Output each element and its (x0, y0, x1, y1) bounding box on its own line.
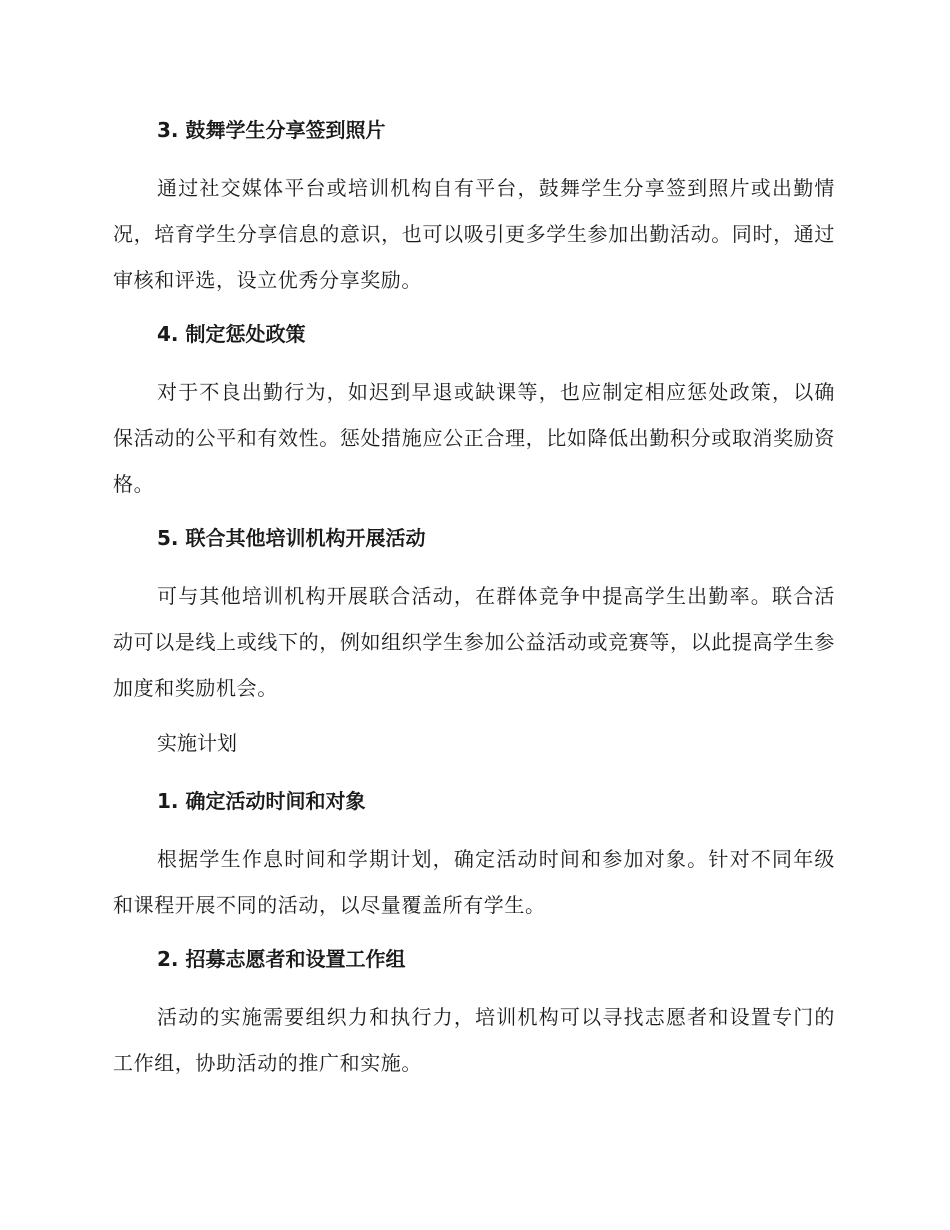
section-title-implementation-plan: 实施计划 (157, 731, 237, 755)
heading-determine-time-and-target: 1. 确定活动时间和对象 (157, 789, 366, 813)
paragraph-share-checkin-photos: 通过社交媒体平台或培训机构自有平台，鼓舞学生分享签到照片或出勤情况，培育学生分享信息的意识，也可以吸引更多学生参加出勤活动。同时，通过审核和评选，设立优秀分享奖励。 (113, 176, 835, 292)
paragraph-joint-activities: 可与其他培训机构开展联合活动，在群体竞争中提高学生出勤率。联合活动可以是线上或线下的，例如组织学生参加公益活动或竞赛等，以此提高学生参加度和奖励机会。 (113, 584, 835, 700)
paragraph-penalty-policy: 对于不良出勤行为，如迟到早退或缺课等，也应制定相应惩处政策，以确保活动的公平和有效性。惩处措施应公正合理，比如降低出勤积分或取消奖励资格。 (113, 380, 835, 496)
heading-share-checkin-photos: 3. 鼓舞学生分享签到照片 (157, 118, 386, 142)
heading-joint-activities: 5. 联合其他培训机构开展活动 (157, 526, 426, 550)
heading-penalty-policy: 4. 制定惩处政策 (157, 322, 306, 346)
paragraph-recruit-volunteers: 活动的实施需要组织力和执行力，培训机构可以寻找志愿者和设置专门的工作组，协助活动的推广和实施。 (113, 1005, 835, 1075)
heading-recruit-volunteers: 2. 招募志愿者和设置工作组 (157, 947, 406, 971)
paragraph-determine-time-and-target: 根据学生作息时间和学期计划，确定活动时间和参加对象。针对不同年级和课程开展不同的活动，以尽量覆盖所有学生。 (113, 847, 835, 917)
